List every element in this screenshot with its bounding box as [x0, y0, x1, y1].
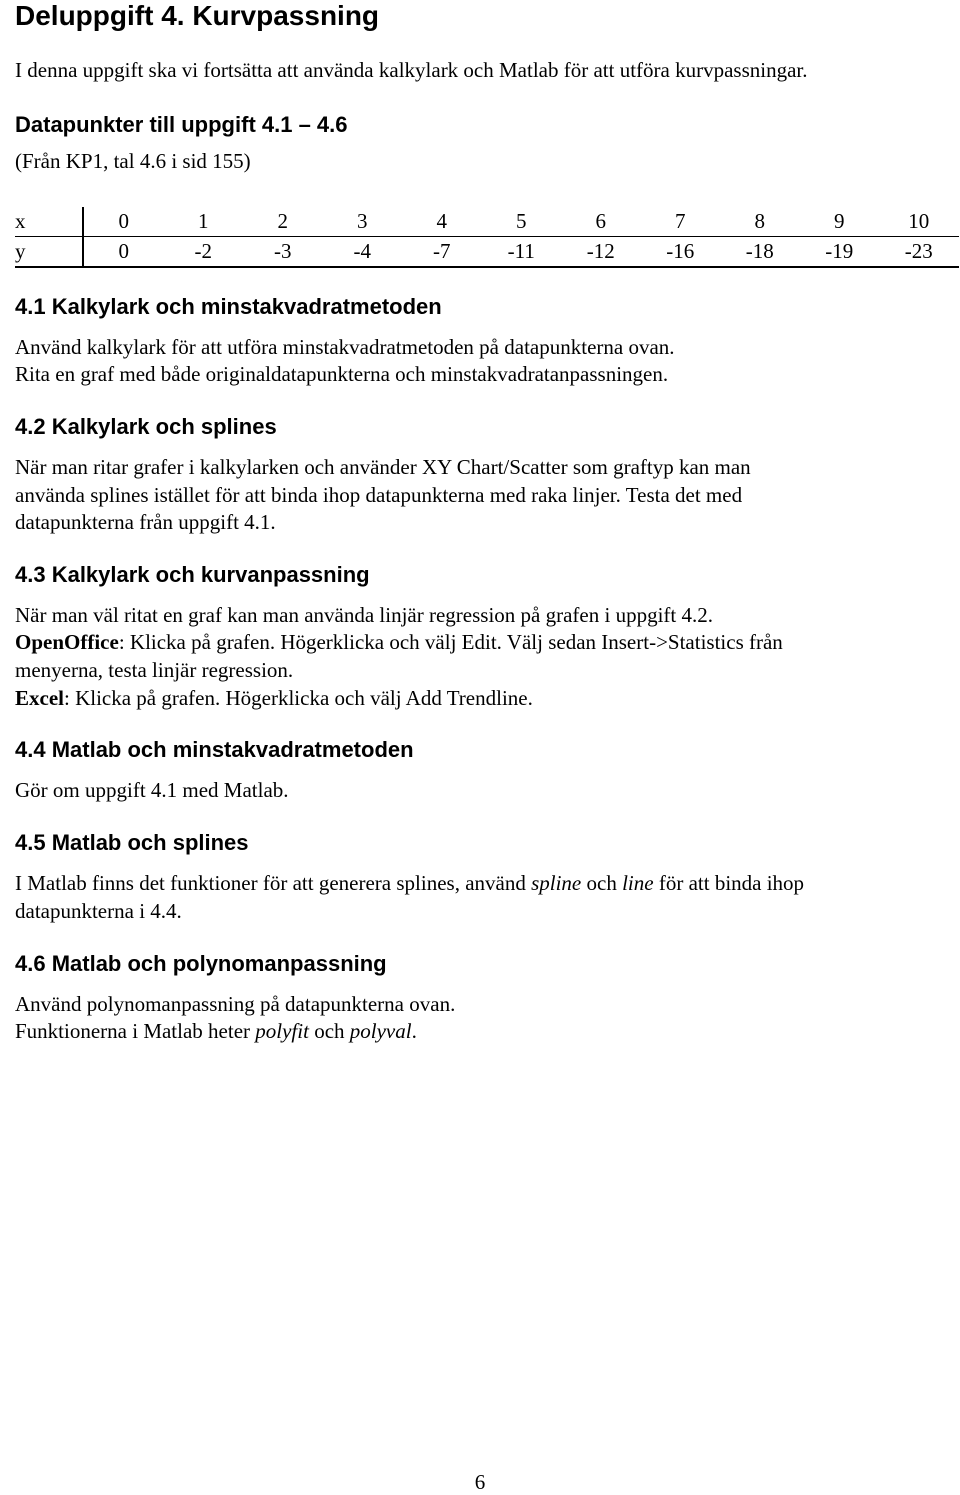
section-4-5-text: för att binda ihop [653, 871, 805, 895]
y-value: -19 [800, 237, 880, 268]
datapoints-heading: Datapunkter till uppgift 4.1 – 4.6 [15, 112, 348, 137]
polyval-function: polyval [349, 1019, 412, 1043]
x-value: 3 [323, 207, 403, 237]
section-4-6-text: . [411, 1019, 417, 1043]
x-value: 5 [482, 207, 562, 237]
excel-text: : Klicka på grafen. Högerklicka och välj Add Trendline. [63, 686, 533, 710]
section-4-5-text: och [581, 871, 623, 895]
section-4-3-line: menyerna, testa linjär regression. [15, 658, 294, 682]
y-value: -7 [402, 237, 482, 268]
intro-text: I denna uppgift ska vi fortsätta att använda kalkylark och Matlab för att utföra kurvpassningar. [15, 58, 808, 82]
y-value: -16 [641, 237, 721, 268]
y-label: y [15, 237, 83, 268]
section-4-5-line: datapunkterna i 4.4. [15, 899, 182, 923]
y-value: -12 [561, 237, 641, 268]
section-4-2-heading: 4.2 Kalkylark och splines [15, 414, 277, 439]
spline-function: spline [531, 871, 582, 895]
table-row-x [15, 207, 959, 237]
table-row-y [15, 237, 959, 268]
y-value: -2 [164, 237, 244, 268]
x-value: 1 [164, 207, 244, 237]
section-4-3-line: När man väl ritat en graf kan man använda linjär regression på grafen i uppgift 4.2. [15, 603, 713, 627]
x-value: 6 [561, 207, 641, 237]
x-value: 7 [641, 207, 721, 237]
section-4-5-heading: 4.5 Matlab och splines [15, 830, 249, 855]
y-value: -3 [243, 237, 323, 268]
section-4-1-heading: 4.1 Kalkylark och minstakvadratmetoden [15, 294, 442, 319]
section-4-3-heading: 4.3 Kalkylark och kurvanpassning [15, 562, 370, 587]
section-4-2-line: datapunkterna från uppgift 4.1. [15, 510, 276, 534]
y-value: -23 [879, 237, 959, 268]
x-value: 0 [83, 207, 164, 237]
polyfit-function: polyfit [255, 1019, 309, 1043]
x-value: 4 [402, 207, 482, 237]
section-4-6-text: Funktionerna i Matlab heter [15, 1019, 256, 1043]
datapoints-table [15, 207, 959, 268]
x-value: 8 [720, 207, 800, 237]
section-4-6-text: och [308, 1019, 350, 1043]
section-4-2-line: När man ritar grafer i kalkylarken och använder XY Chart/Scatter som graftyp kan man [15, 455, 751, 479]
page-title: Deluppgift 4. Kurvpassning [15, 0, 380, 31]
section-4-5-text: I Matlab finns det funktioner för att generera splines, använd [15, 871, 532, 895]
section-4-6-line: Använd polynomanpassning på datapunkterna ovan. [15, 992, 456, 1016]
section-4-3-excel-line [15, 685, 533, 713]
excel-label: Excel [15, 686, 64, 710]
y-value: 0 [83, 237, 164, 268]
section-4-1-line: Använd kalkylark för att utföra minstakvadratmetoden på datapunkterna ovan. [15, 335, 675, 359]
x-value: 10 [879, 207, 959, 237]
section-4-1-line: Rita en graf med både originaldatapunkterna och minstakvadratanpassningen. [15, 362, 669, 386]
line-function: line [622, 871, 654, 895]
section-4-4-line: Gör om uppgift 4.1 med Matlab. [15, 778, 289, 802]
section-4-6-heading: 4.6 Matlab och polynomanpassning [15, 951, 387, 976]
section-4-5-line [15, 870, 804, 898]
section-4-6-line [15, 1018, 417, 1046]
section-4-3-openoffice-line [15, 629, 783, 657]
openoffice-label: OpenOffice [15, 630, 119, 654]
openoffice-text: : Klicka på grafen. Högerklicka och välj Edit. Välj sedan Insert->Statistics från [118, 630, 783, 654]
section-4-4-heading: 4.4 Matlab och minstakvadratmetoden [15, 737, 414, 762]
x-value: 9 [800, 207, 880, 237]
section-4-2-line: använda splines istället för att binda ihop datapunkterna med raka linjer. Testa det med [15, 483, 743, 507]
y-value: -18 [720, 237, 800, 268]
y-value: -4 [323, 237, 403, 268]
x-value: 2 [243, 207, 323, 237]
page-number: 6 [474, 1470, 486, 1494]
x-label: x [15, 207, 83, 237]
source-note: (Från KP1, tal 4.6 i sid 155) [15, 149, 251, 173]
y-value: -11 [482, 237, 562, 268]
